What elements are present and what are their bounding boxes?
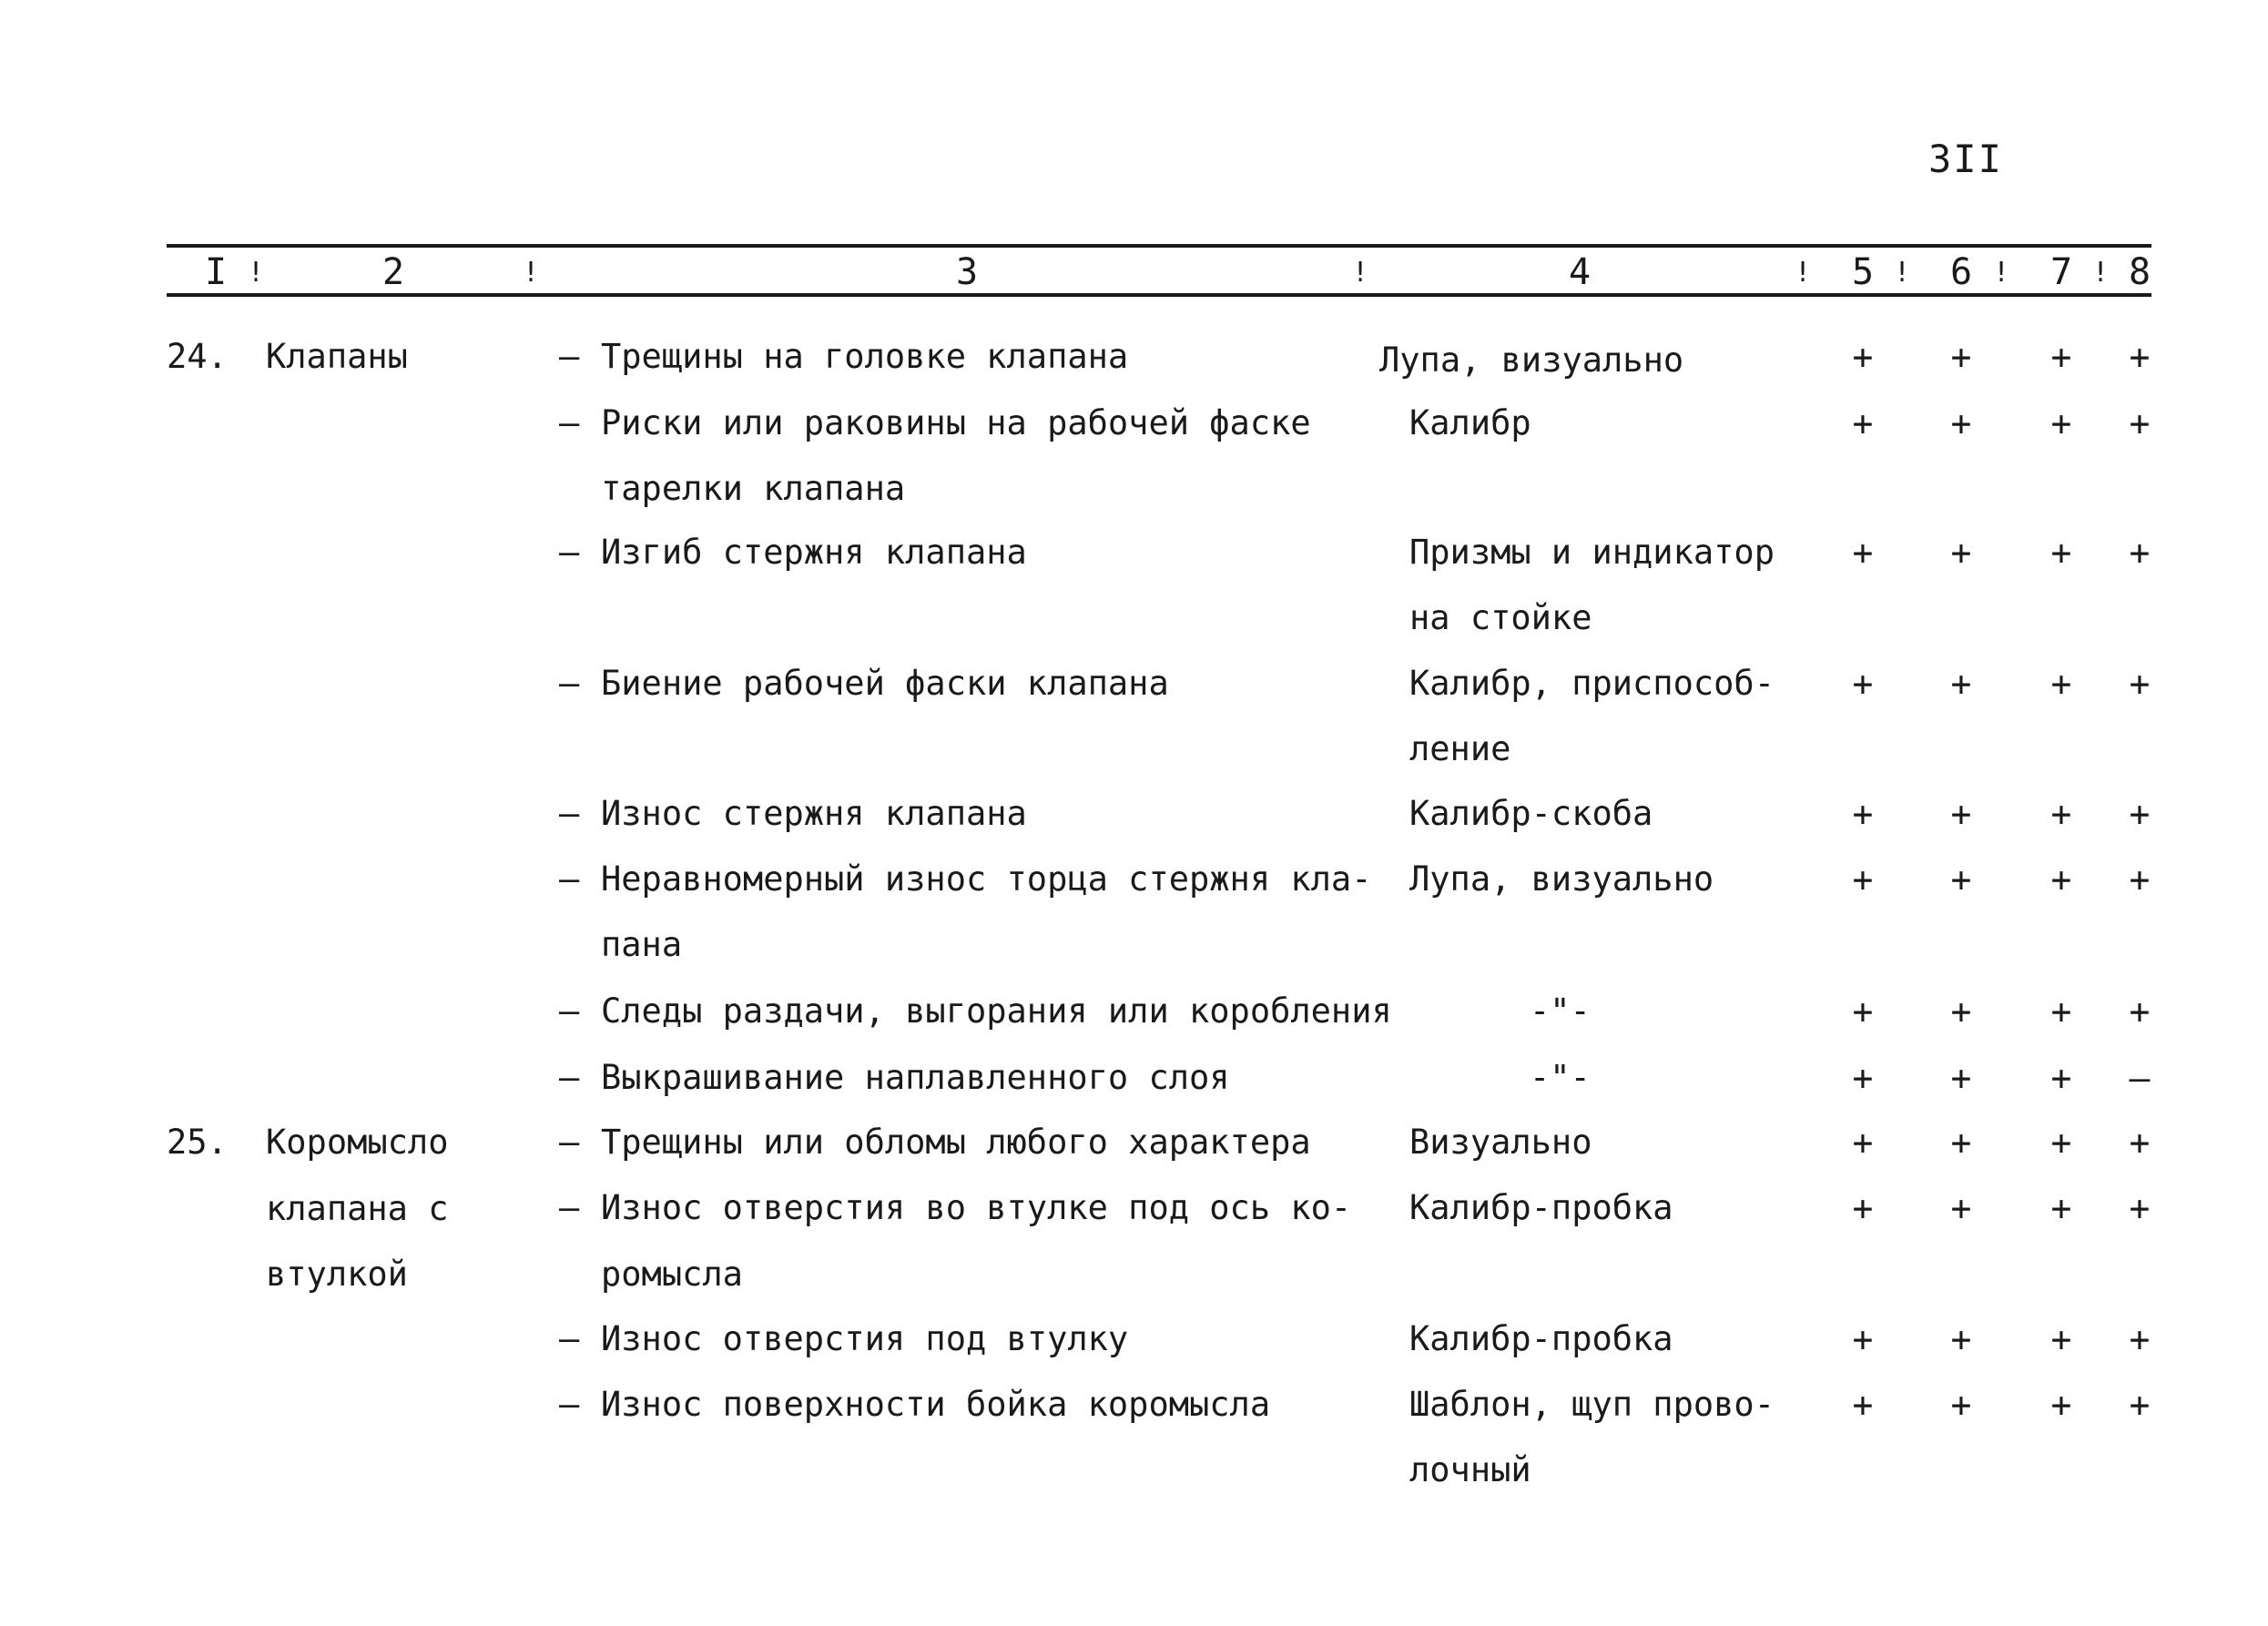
row-number: 24. [167, 337, 228, 376]
inspection-method: -"- [1530, 1058, 1591, 1097]
list-dash: – [559, 1385, 580, 1424]
header-separator: ! [247, 257, 265, 289]
mark-col-7: + [2050, 1188, 2072, 1228]
list-dash: – [559, 664, 580, 703]
inspection-method: Шаблон, щуп прово- [1409, 1385, 1775, 1424]
list-dash: – [559, 1319, 580, 1358]
defect-text: Трещины или обломы любого характера [601, 1123, 1311, 1162]
mark-col-6: + [1950, 533, 1972, 573]
header-separator: ! [1794, 257, 1812, 289]
header-col-1: I [204, 251, 228, 293]
list-dash: – [559, 991, 580, 1031]
mark-col-7: + [2050, 1319, 2072, 1359]
mark-col-8: + [2129, 337, 2151, 377]
page-number: 3II [1928, 137, 2003, 181]
mark-col-8: + [2129, 1123, 2151, 1163]
list-dash: – [559, 859, 580, 899]
header-separator: ! [1893, 257, 1911, 289]
defect-text: Биение рабочей фаски клапана [601, 664, 1169, 703]
inspection-method: Калибр-пробка [1409, 1188, 1673, 1227]
defect-text: Следы раздачи, выгорания или коробления [601, 991, 1392, 1031]
mark-col-6: + [1950, 991, 1972, 1031]
mark-col-7: + [2050, 1058, 2072, 1098]
defect-text: Выкрашивание наплавленного слоя [601, 1058, 1230, 1097]
mark-col-5: + [1852, 859, 1874, 899]
mark-col-5: + [1852, 1188, 1874, 1228]
list-dash: – [559, 794, 580, 833]
inspection-method: ление [1409, 729, 1511, 768]
mark-col-6: + [1950, 859, 1972, 899]
mark-col-7: + [2050, 403, 2072, 443]
inspection-method: Калибр [1409, 403, 1531, 442]
part-name: Клапаны [266, 337, 408, 376]
mark-col-8: + [2129, 991, 2151, 1031]
mark-col-7: + [2050, 1385, 2072, 1425]
inspection-method: -"- [1530, 991, 1591, 1031]
mark-col-5: + [1852, 1123, 1874, 1163]
table-rule-bottom [167, 293, 2151, 297]
list-dash: – [559, 1188, 580, 1227]
part-name: Коромысло [266, 1123, 449, 1162]
part-name: втулкой [266, 1255, 408, 1294]
mark-col-8: + [2129, 664, 2151, 704]
defect-text: пана [601, 925, 683, 964]
mark-col-5: + [1852, 794, 1874, 834]
row-number: 25. [167, 1123, 228, 1162]
mark-col-5: + [1852, 403, 1874, 443]
mark-col-6: + [1950, 664, 1972, 704]
inspection-method: Калибр-пробка [1409, 1319, 1673, 1358]
header-col-7: 7 [2049, 251, 2073, 293]
mark-col-6: + [1950, 1385, 1972, 1425]
header-separator: ! [522, 257, 540, 289]
header-col-3: 3 [955, 251, 979, 293]
mark-col-8: + [2129, 859, 2151, 899]
inspection-method: на стойке [1409, 598, 1592, 637]
defect-text: Износ отверстия под втулку [601, 1319, 1129, 1358]
mark-col-5: + [1852, 991, 1874, 1031]
mark-col-6: + [1950, 1123, 1972, 1163]
header-col-5: 5 [1851, 251, 1875, 293]
defect-text: Износ поверхности бойка коромысла [601, 1385, 1271, 1424]
mark-col-8: + [2129, 1188, 2151, 1228]
mark-col-6: + [1950, 1319, 1972, 1359]
defect-text: тарелки клапана [601, 469, 906, 508]
mark-col-6: + [1950, 1058, 1972, 1098]
mark-col-5: + [1852, 664, 1874, 704]
mark-col-5: + [1852, 337, 1874, 377]
table-rule-top [167, 244, 2151, 248]
list-dash: – [559, 1058, 580, 1097]
mark-col-8: + [2129, 403, 2151, 443]
mark-col-7: + [2050, 859, 2072, 899]
mark-col-6: + [1950, 403, 1972, 443]
mark-col-7: + [2050, 794, 2072, 834]
header-col-8: 8 [2128, 251, 2151, 293]
part-name: клапана с [266, 1189, 449, 1228]
mark-col-6: + [1950, 337, 1972, 377]
list-dash: – [559, 533, 580, 572]
mark-col-5: + [1852, 1385, 1874, 1425]
mark-col-7: + [2050, 337, 2072, 377]
mark-col-5: + [1852, 1058, 1874, 1098]
mark-col-6: + [1950, 1188, 1972, 1228]
mark-col-7: + [2050, 1123, 2072, 1163]
header-separator: ! [2091, 257, 2110, 289]
header-col-4: 4 [1568, 251, 1592, 293]
mark-col-8: + [2129, 1319, 2151, 1359]
header-col-6: 6 [1949, 251, 1973, 293]
list-dash: – [559, 403, 580, 442]
defect-text: Изгиб стержня клапана [601, 533, 1027, 572]
mark-col-8: + [2129, 794, 2151, 834]
mark-col-8: – [2129, 1058, 2151, 1098]
list-dash: – [559, 1123, 580, 1162]
inspection-method: Калибр-скоба [1409, 794, 1653, 833]
mark-col-5: + [1852, 1319, 1874, 1359]
defect-text: ромысла [601, 1255, 743, 1294]
header-separator: ! [1992, 257, 2010, 289]
inspection-method: Призмы и индикатор [1409, 533, 1775, 572]
mark-col-7: + [2050, 533, 2072, 573]
defect-text: Износ отверстия во втулке под ось ко- [601, 1188, 1352, 1227]
defect-text: Неравномерный износ торца стержня кла- [601, 859, 1372, 899]
defect-text: Трещины на головке клапана [601, 337, 1129, 376]
mark-col-6: + [1950, 794, 1972, 834]
inspection-method: Лупа, визуально [1379, 340, 1684, 380]
header-col-2: 2 [381, 251, 405, 293]
mark-col-8: + [2129, 1385, 2151, 1425]
list-dash: – [559, 337, 580, 376]
inspection-method: Калибр, приспособ- [1409, 664, 1775, 703]
header-separator: ! [1351, 257, 1369, 289]
inspection-method: Лупа, визуально [1409, 859, 1714, 899]
mark-col-5: + [1852, 533, 1874, 573]
defect-text: Износ стержня клапана [601, 794, 1027, 833]
inspection-method: Визуально [1409, 1123, 1592, 1162]
inspection-method: лочный [1409, 1450, 1531, 1489]
mark-col-8: + [2129, 533, 2151, 573]
mark-col-7: + [2050, 991, 2072, 1031]
defect-text: Риски или раковины на рабочей фаске [601, 403, 1311, 442]
mark-col-7: + [2050, 664, 2072, 704]
